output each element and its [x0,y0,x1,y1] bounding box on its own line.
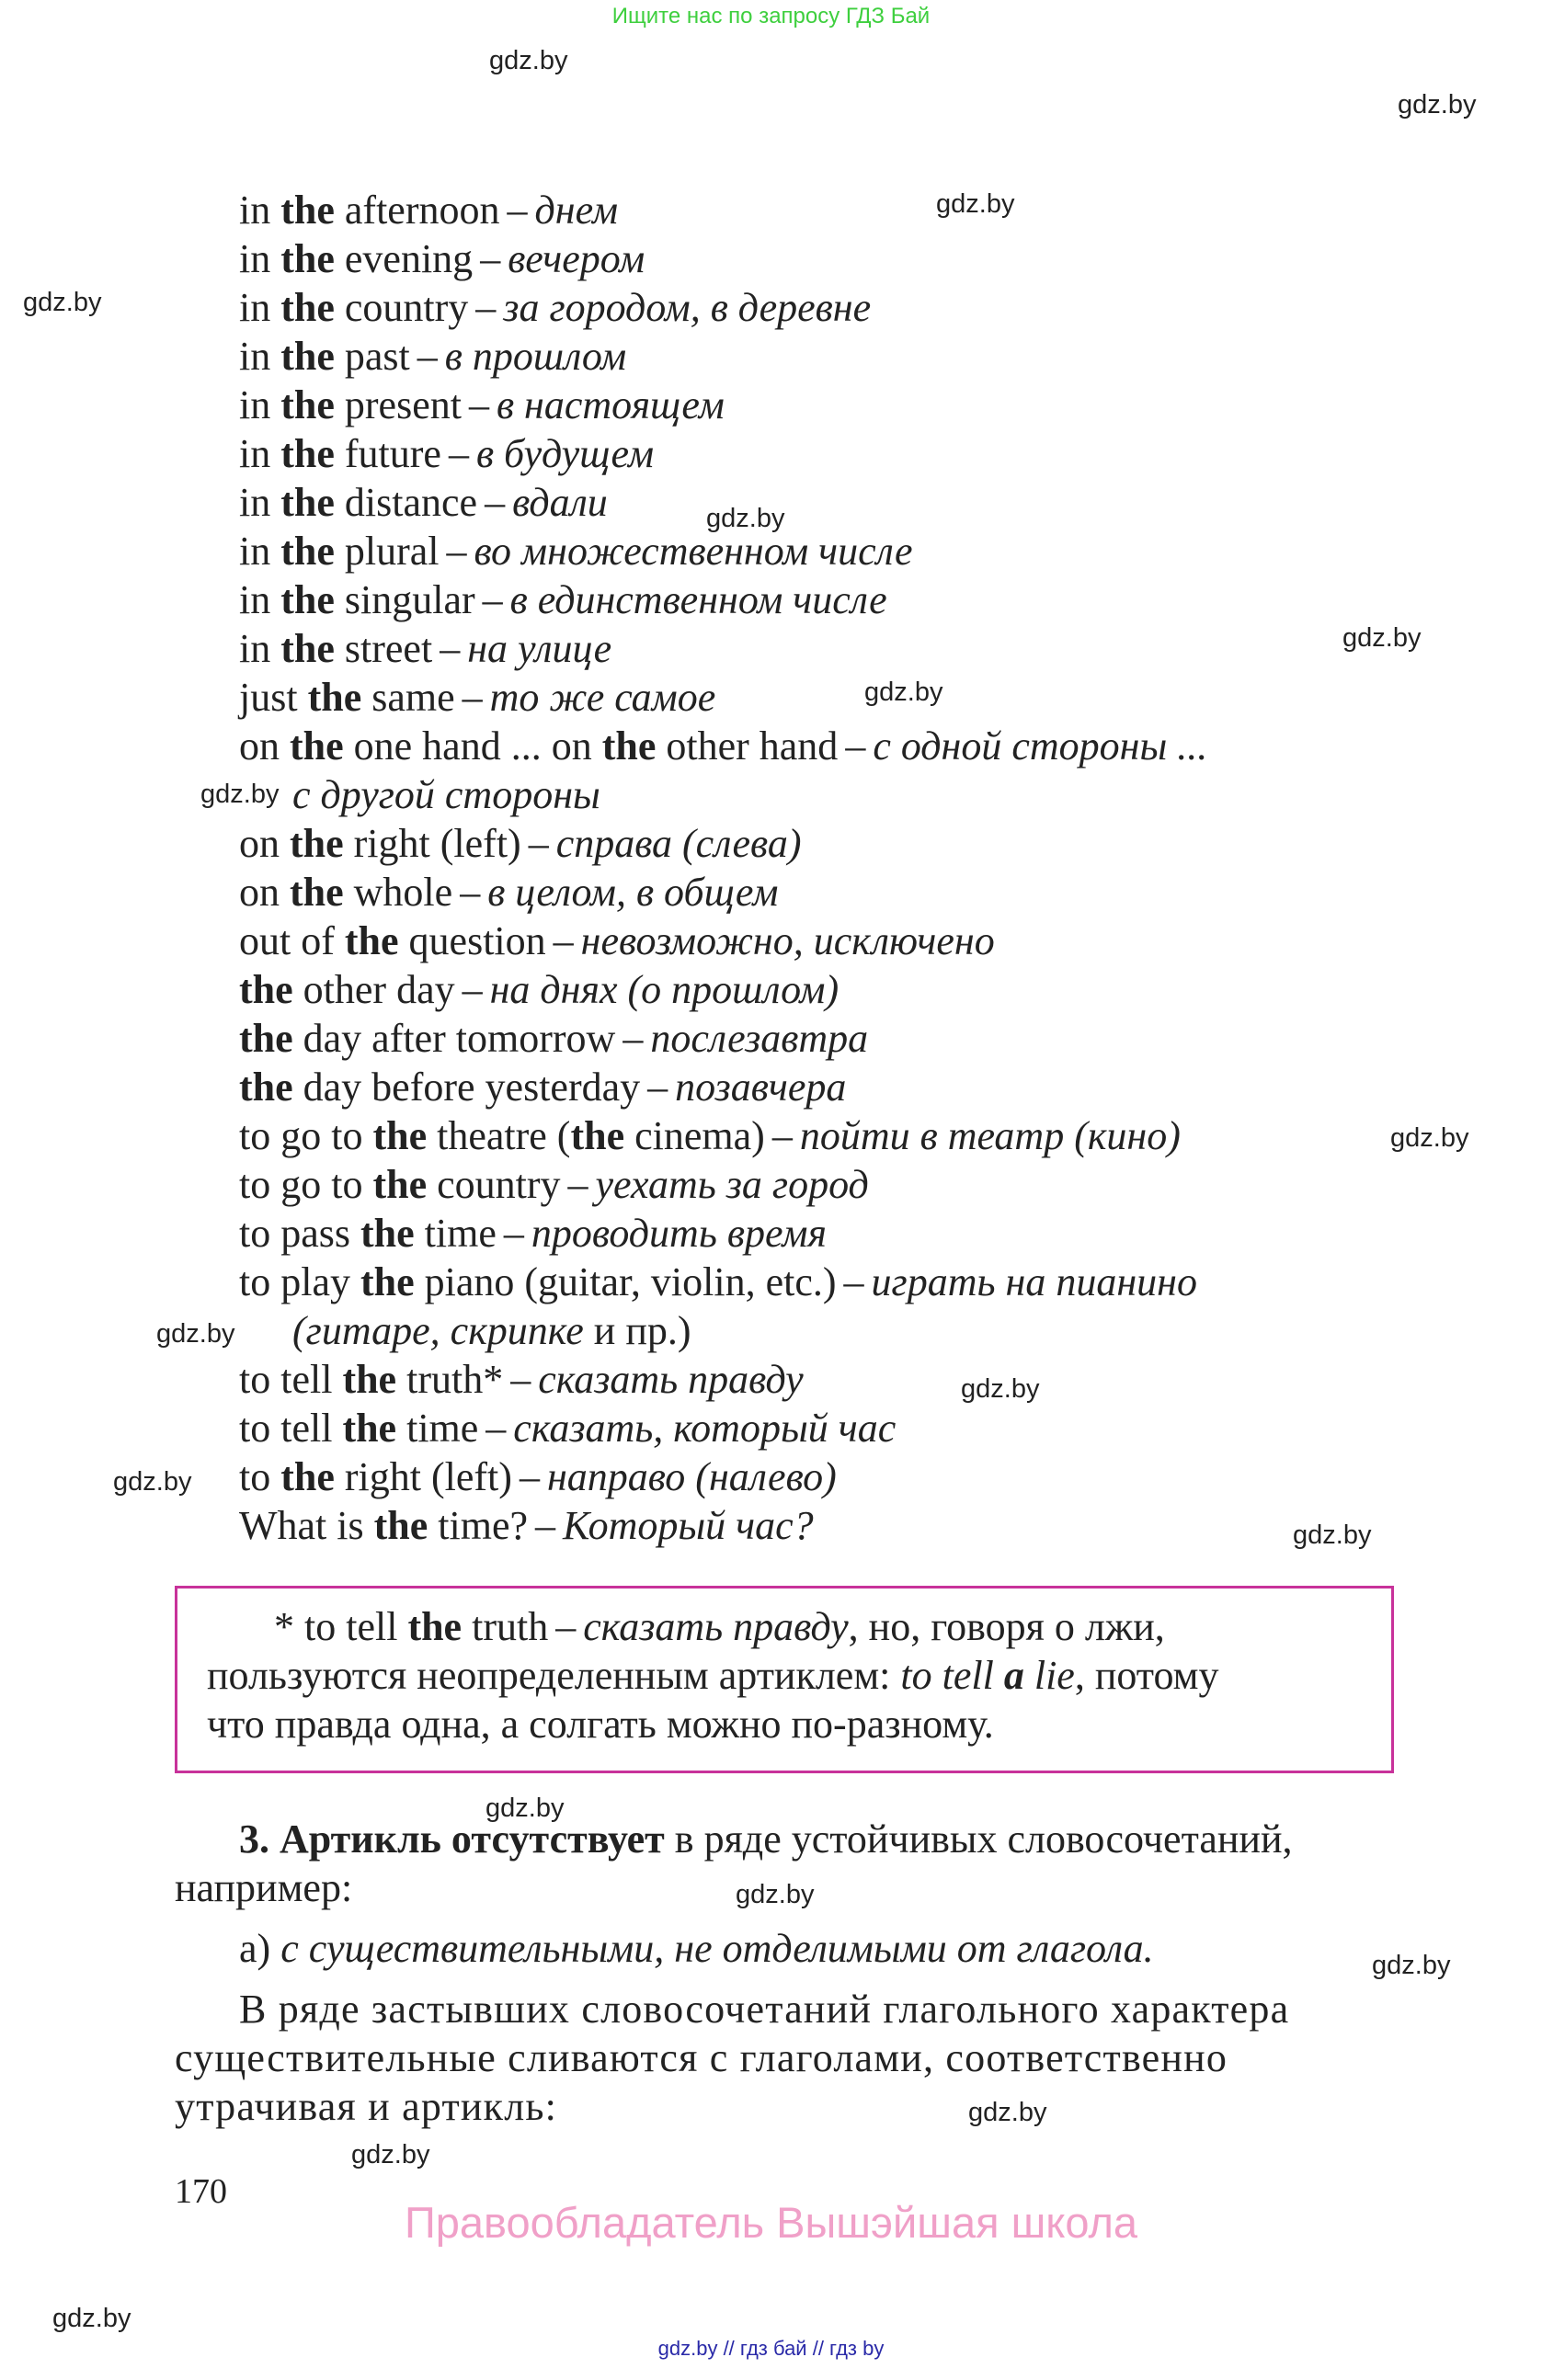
phrase-line: in the distance – вдали [239,480,608,525]
phrase-line: the day before yesterday – позавчера [239,1065,847,1110]
watermark: gdz.by [1342,623,1422,653]
footer-links[interactable]: gdz.by // гдз бай // гдз by [657,2337,885,2360]
phrase-line: to go to the theatre (the cinema) – пойти в театр (кино) [239,1113,1181,1158]
phrase-line: the other day – на днях (о прошлом) [239,967,840,1012]
phrase-line: to tell the truth* – сказать правду [239,1357,804,1402]
paragraph-line: утрачивая и артикль: [175,2084,558,2129]
phrase-line: in the country – за городом, в деревне [239,285,872,330]
section-heading: 3. Артикль отсутствует в ряде устойчивых словосочетаний, [239,1816,1293,1862]
footnote-box [175,1586,1394,1773]
watermark: gdz.by [113,1467,192,1497]
phrase-line: to tell the time – сказать, который час [239,1406,897,1451]
paragraph-line: В ряде застывших словосочетаний глагольного характера [239,1987,1290,2032]
phrase-line: on the one hand ... on the other hand – с одной стороны ... [239,723,1208,769]
phrase-line: in the afternoon – днем [239,188,619,233]
watermark: gdz.by [968,2098,1047,2127]
watermark: gdz.by [706,504,785,533]
section-text: например: [175,1865,353,1910]
list-item-a: а) с существительными, не отделимыми от глагола. [239,1926,1154,1971]
watermark: gdz.by [736,1880,815,1909]
phrase-line: to pass the time – проводить время [239,1211,827,1256]
phrase-line: on the right (left) – справа (слева) [239,821,802,866]
watermark: gdz.by [485,1794,565,1823]
watermark: gdz.by [961,1374,1040,1404]
watermark: gdz.by [1293,1520,1372,1550]
watermark: gdz.by [52,2304,131,2333]
phrase-line: What is the time? – Который час? [239,1503,814,1548]
phrase-line: in the present – в настоящем [239,382,725,427]
phrase-continuation: (гитаре, скрипке и пр.) [292,1308,691,1353]
phrase-line: in the street – на улице [239,626,612,671]
watermark: gdz.by [1372,1951,1451,1980]
phrase-line: in the singular – в единственном числе [239,577,887,622]
phrase-line: just the same – то же самое [239,675,716,720]
phrase-line: out of the question – невозможно, исключено [239,918,995,963]
phrase-line: to play the piano (guitar, violin, etc.) – играть на пианино [239,1259,1197,1304]
copyright-notice: Правообладатель Вышэйшая школа [404,2198,1138,2247]
phrase-line: the day after tomorrow – послезавтра [239,1016,869,1061]
watermark: gdz.by [23,288,102,317]
footnote-line: пользуются неопределенным артиклем: to tell a lie, потому [207,1653,1219,1698]
watermark: gdz.by [864,678,943,707]
phrase-line: in the past – в прошлом [239,334,627,379]
phrase-line: to the right (left) – направо (налево) [239,1454,837,1499]
watermark: gdz.by [156,1319,235,1349]
footnote-line: * to tell the truth – сказать правду, но, говоря о лжи, [274,1604,1165,1649]
watermark: gdz.by [936,189,1015,219]
footnote-line: что правда одна, а солгать можно по-разному. [207,1702,994,1747]
watermark: gdz.by [1390,1123,1469,1153]
top-banner[interactable]: Ищите нас по запросу ГДЗ Бай [611,4,931,28]
phrase-line: on the whole – в целом, в общем [239,870,779,915]
watermark: gdz.by [200,780,280,809]
phrase-line: to go to the country – уехать за город [239,1162,869,1207]
watermark: gdz.by [351,2140,430,2169]
watermark: gdz.by [1398,90,1477,120]
phrase-line: in the future – в будущем [239,431,655,476]
phrase-line: in the plural – во множественном числе [239,529,913,574]
page-number: 170 [175,2172,227,2211]
watermark: gdz.by [489,46,568,75]
paragraph-line: существительные сливаются с глаголами, соответственно [175,2035,1228,2080]
phrase-line: in the evening – вечером [239,236,645,281]
phrase-continuation: с другой стороны [292,772,600,817]
